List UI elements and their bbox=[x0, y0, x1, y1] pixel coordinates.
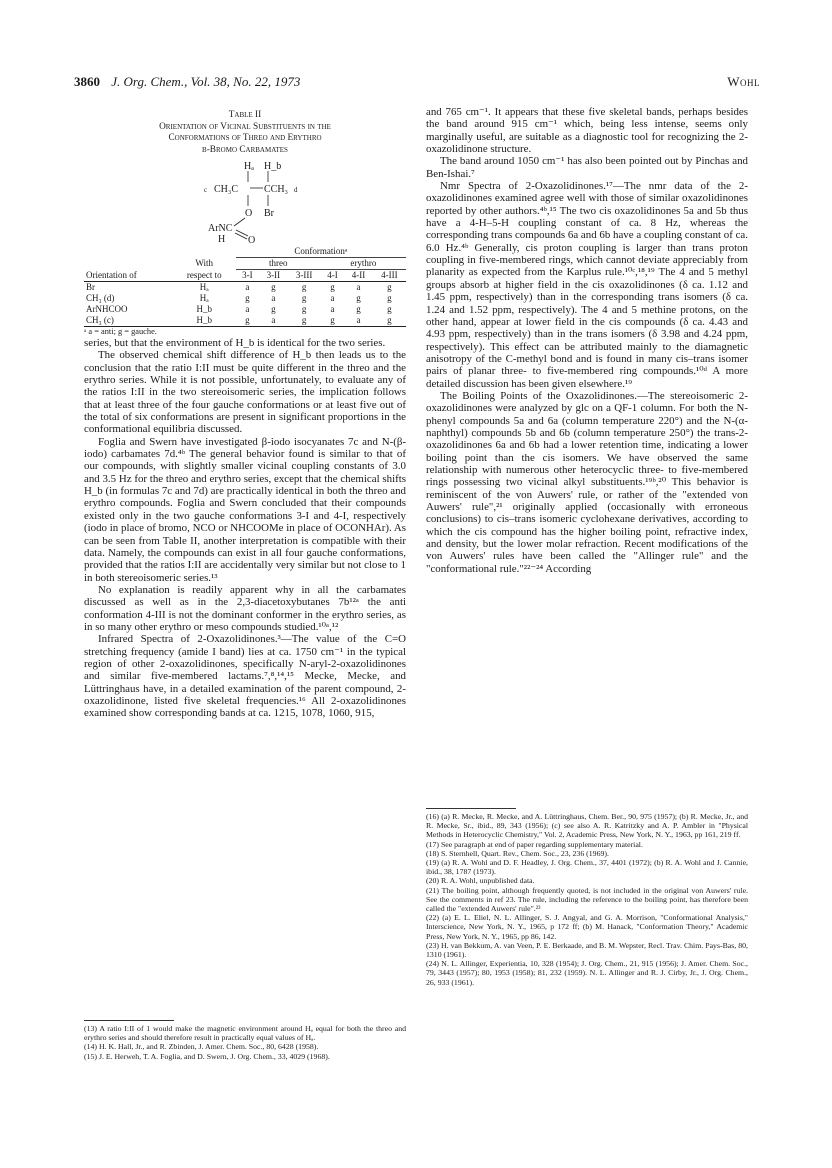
row-cell: g bbox=[301, 304, 307, 314]
table-number: Table II bbox=[228, 110, 262, 120]
right-paragraph-3: Nmr Spectra of 2-Oxazolidinones.¹⁷—The nmr data of the 2-oxazolidinones examined agree well with those of similar oxazolidinones reported by other authors.⁴ᵇ,¹⁵ The two cis oxazolidinones 5a and 5b thus have a 4-H–5-H coupling constant of ca. 8 Hz, whereas the corresponding trans compounds 6a and 6b have a coupling constant of ca. 6.0 Hz.⁴ᵇ Generally, cis proton coupling is larger than trans proton coupling in five-membered rings, which cannot deviate appreciably from planarity as expected from the Karplus rule.¹⁰ᶜ,¹⁸,¹⁹ The 4 and 5 methyl groups absorb at higher field in the cis oxazolidinones (δ ca. 1.12 and 1.45 ppm, respectively) than in the corresponding trans isomers (δ ca. 1.24 and 1.52 ppm, respectively). The 4 and 5 methine protons, on the other hand, appear at lower field in the cis compounds (δ ca. 4.43 and 4.93 ppm, respectively) than in the trans isomers (δ 3.98 and 4.24 ppm, respectively). This effect can be attributed mainly to the diamagnetic anisotropy of the C-methyl bond and is found in many cis–trans isomer pairs of planar three- to five-membered ring compounds.¹⁰ᵈ A more detailed discussion has been given elsewhere.¹⁹ bbox=[426, 180, 748, 390]
left-paragraph-4: No explanation is readily apparent why in all the carbamates discussed as well as in the 2,3-diacetoxybutanes 7b¹²ᵃ the anti conformation 4-III is not the dominant conformer in the erythro series, as in so many other erythro or meso compounds studied.¹⁰ᵃ,¹² bbox=[84, 583, 406, 633]
row-cell: g bbox=[356, 293, 361, 303]
left-paragraph-5: Infrared Spectra of 2-Oxazolidinones.³—The value of the C=O stretching frequency (amide I band) lies at ca. 1750 cm⁻¹ in the typical region of other 2-oxazolidinones, specifically N-aryl-2-oxazolidinones and similar five-membered lactams.⁷,⁸,¹⁴,¹⁵ Mecke, Mecke, and Lüttringhaus have, in a detailed examination of the parent compound, 2-oxazolidinone, listed five skeletal frequencies.¹⁶ All 2-oxazolidinones examined show corresponding bands at ca. 1215, 1078, 1060, 915, bbox=[84, 633, 406, 720]
footnote-19: (19) (a) R. A. Wohl and D. F. Headley, J. Org. Chem., 37, 4401 (1972); (b) R. A. Wohl and J. Cannie, ibid., 38, 1787 (1973). bbox=[426, 858, 748, 877]
left-paragraph-3: Foglia and Swern have investigated β-iodo isocyanates 7c and N-(β-iodo) carbamates 7d.⁴ᵇ The general behavior found is similar to that of our compounds, with slightly smaller vicinal coupling constants of 3.0 and 3.5 Hz for the threo and erythro series, except that the chemical shifts H_b (in formulas 7c and 7d) are practically identical in both the threo and erythro compounds. Foglia and Swern concluded that their compounds existed only in the two gauche conformations 3-I and 4-I, respectively (iodo in place of bromo, NCO or NHCOOMe in place of OCONHAr). As can be seen from Table II, another interpretation is compatible with their data. Namely, the compounds can exist in all four gauche conformations, provided that the ratios I:II are accidentally very similar but not close to 1 in both stereoisomeric series.¹³ bbox=[84, 435, 406, 584]
page-number: 3860 bbox=[74, 74, 100, 89]
struct-br-label: Br bbox=[264, 208, 274, 219]
footnote-22: (22) (a) E. L. Eliel, N. L. Allinger, S. J. Angyal, and G. A. Morrison, "Conformational Analysis," Interscience, New York, N. Y., 1965, p 172 ff; (b) M. Hanack, "Conformation Theory," Academic Press, New York, N. Y., 1965, pp 86, 142. bbox=[426, 913, 748, 941]
struct-c-label: c bbox=[204, 186, 208, 194]
row-cell: g bbox=[245, 315, 250, 325]
footnote-16: (16) (a) R. Mecke, R. Mecke, and A. Lüttringhaus, Chem. Ber., 90, 975 (1957); (b) R. Mecke, Jr., and R. Mecke, Sr., ibid., 89, 343 (1956); (c) see also A. R. Katritzky and A. P. Ambler in "Physical Methods in Heterocyclic Chemistry," Vol. 2, Academic Press, New York, N. Y., 1963, pp 161, 219 ff. bbox=[426, 812, 748, 840]
row-cell: a bbox=[245, 304, 250, 314]
table-ii bbox=[84, 110, 406, 337]
journal-citation: J. Org. Chem., Vol. 38, No. 22, 1973 bbox=[111, 74, 301, 89]
table-row bbox=[84, 282, 406, 294]
row-cell: a bbox=[356, 315, 361, 325]
struct-arnc-label: ArNC bbox=[208, 223, 233, 234]
table-caption bbox=[84, 110, 406, 156]
footnotes-right bbox=[426, 808, 748, 987]
right-paragraph-1: and 765 cm⁻¹. It appears that these five skeletal bands, perhaps besides the band around 915 cm⁻¹ which, being less intense, seems only marginally useful, are suitable as a diagnostic tool for recognizing the 2-oxazolidinone structure. bbox=[426, 106, 748, 156]
right-paragraph-4: The Boiling Points of the Oxazolidinones.—The stereoisomeric 2-oxazolidinones were analyzed by glc on a QF-1 column. For both the N-phenyl compounds 5a and 6a (column temperature 220°) and the N-(α-naphthyl) compounds 5b and 6b (column temperature 250°) the trans-2-oxazolidinones 6a and 6b had a lower retention time, indicating a lower boiling point than the cis isomers. We have observed the same relationship with numerous other heterocyclic three- to five-membered rings possessing two vicinal alkyl substituents.¹⁹ᵇ,²⁰ This behavior is reminiscent of the von Auwers' rule, or rather of the "extended von Auwers' rule",²¹ originally applied (occasionally with erroneous conclusions) to cis–trans isomeric cyclohexane derivatives, according to which the cis compound has the higher boiling point, refractive index, and density, but the lower molar refraction. Recent modifications of the von Auwers' rules have been called the "Allinger rule" and the "conformational rule."²²⁻²⁴ According bbox=[426, 389, 748, 575]
carbamate-structure-diagram bbox=[160, 160, 330, 244]
erythro-header: erythro bbox=[321, 258, 406, 270]
table-row bbox=[84, 304, 406, 315]
right-column bbox=[426, 106, 748, 575]
table-row bbox=[84, 315, 406, 327]
col-4-I: 4-I bbox=[327, 270, 338, 280]
footnote-divider bbox=[426, 808, 516, 809]
row-orientation: CH₃ (c) bbox=[86, 315, 114, 325]
struct-cch3-label: CCH₃ bbox=[264, 184, 289, 195]
conformation-table bbox=[84, 246, 406, 327]
row-cell: a bbox=[271, 315, 276, 325]
footnote-20: (20) R. A. Wohl, unpublished data. bbox=[426, 876, 535, 886]
row-respect: Hₐ bbox=[199, 282, 209, 292]
row-orientation: CH₃ (d) bbox=[86, 293, 115, 303]
left-column bbox=[84, 106, 406, 720]
row-cell: g bbox=[271, 282, 276, 292]
right-paragraph-2: The band around 1050 cm⁻¹ has also been pointed out by Pinchas and Ben-Ishai.⁷ bbox=[426, 155, 748, 180]
footnote-24: (24) N. L. Allinger, Experientia, 10, 328 (1954); J. Org. Chem., 21, 915 (1956); J. Amer. Chem. Soc., 79, 3443 (1957); 80, 1953 (1958); 81, 232 (1959). N. L. Allinger and R. J. Cirby, Jr., J. Org. Chem., 26, 933 (1961). bbox=[426, 959, 748, 987]
row-respect: H_b bbox=[196, 304, 212, 314]
col-4-III: 4-III bbox=[381, 270, 398, 280]
left-paragraph-1: series, but that the environment of H_b is identical for the two series. bbox=[84, 337, 386, 349]
row-cell: g bbox=[387, 304, 392, 314]
struct-carbonyl-o-label: O bbox=[248, 235, 256, 244]
col-4-II: 4-II bbox=[351, 270, 366, 280]
struct-d-label: d bbox=[294, 186, 298, 194]
struct-o-label: O bbox=[245, 208, 253, 219]
conformation-group-header bbox=[236, 246, 406, 258]
row-cell: g bbox=[387, 293, 392, 303]
threo-header: threo bbox=[236, 258, 321, 270]
header-left bbox=[74, 74, 300, 90]
row-cell: g bbox=[271, 304, 276, 314]
row-cell: g bbox=[245, 293, 250, 303]
table-row bbox=[84, 293, 406, 304]
col-3-II: 3-II bbox=[266, 270, 281, 280]
struct-ch3c-label: CH₃C bbox=[214, 184, 239, 195]
footnote-14: (14) H. K. Hall, Jr., and R. Zbinden, J. Amer. Chem. Soc., 80, 6428 (1958). bbox=[84, 1042, 319, 1052]
footnote-21: (21) The boiling point, although frequently quoted, is not included in the original von Auwers' rule. See the comments in ref 23. The rule, including the reference to the boiling point, has therefore been called the "extended Auwers' rule".²³ bbox=[426, 885, 748, 914]
table-footnote: ᵃ a = anti; g = gauche. bbox=[84, 327, 157, 336]
row-cell: g bbox=[301, 293, 307, 303]
col-3-I: 3-I bbox=[242, 270, 253, 280]
struct-ha-label: Hₐ bbox=[244, 161, 254, 172]
col-3-III: 3-III bbox=[295, 270, 313, 280]
row-cell: a bbox=[245, 282, 250, 292]
row-cell: a bbox=[271, 293, 276, 303]
with-header: With bbox=[195, 258, 214, 268]
footnote-13: (13) A ratio I:II of 1 would make the magnetic environment around Hₐ equal for both the threo and erythro series and should therefore result in practically equal values of Hₐ. bbox=[84, 1024, 406, 1043]
row-cell: g bbox=[356, 304, 361, 314]
row-respect: Hₐ bbox=[199, 293, 209, 303]
conformation-header-label: Conformationᵃ bbox=[294, 246, 348, 256]
row-cell: a bbox=[330, 304, 335, 314]
row-cell: g bbox=[330, 282, 335, 292]
struct-hb-label: H_b bbox=[264, 161, 282, 172]
left-paragraph-2: The observed chemical shift difference of H_b then leads us to the conclusion that the ratio I:II must be quite different in the threo and the erythro series. While it is not possible, unfortunately, to evaluate any of the ratios I:II in the two stereoisomeric series, the implication follows that at least three of the four gauche conformations or at least five out of the total of six conformations are present in significant proportions in the conformational equilibria discussed. bbox=[84, 349, 406, 436]
footnote-18: (18) S. Sternhell, Quart. Rev., Chem. Soc., 23, 236 (1969). bbox=[426, 848, 609, 858]
orientation-header: Orientation of bbox=[86, 269, 137, 280]
row-cell: g bbox=[301, 315, 307, 325]
row-cell: g bbox=[301, 282, 307, 292]
running-header bbox=[74, 74, 760, 94]
footnotes-left bbox=[84, 1020, 406, 1061]
table-title-line-1: Orientation of Vicinal Substituents in the bbox=[159, 121, 331, 132]
row-cell: a bbox=[356, 282, 361, 292]
footnote-17: (17) See paragraph at end of paper regarding supplementary material. bbox=[426, 839, 643, 849]
table-title-line-3: β-Bromo Carbamates bbox=[202, 144, 288, 155]
row-orientation: Br bbox=[86, 282, 95, 292]
row-cell: g bbox=[387, 315, 392, 325]
row-respect: H_b bbox=[196, 315, 212, 325]
row-cell: a bbox=[330, 293, 335, 303]
author-name: Wohl bbox=[727, 74, 760, 89]
table-title-line-2: Conformations of Threo and Erythro bbox=[168, 133, 322, 143]
row-cell: g bbox=[330, 315, 335, 325]
footnote-divider bbox=[84, 1020, 174, 1021]
struct-nh-label: H bbox=[218, 234, 226, 244]
respect-to-header: respect to bbox=[186, 269, 222, 280]
footnote-15: (15) J. E. Herweh, T. A. Foglia, and D. Swern, J. Org. Chem., 33, 4029 (1968). bbox=[84, 1051, 330, 1061]
footnote-23: (23) H. van Bekkum, A. van Veen, P. E. Berkaade, and B. M. Wepster, Recl. Trav. Chim. Pays-Bas, 80, 1310 (1961). bbox=[426, 940, 748, 960]
row-orientation: ArNHCOO bbox=[86, 304, 128, 314]
row-cell: g bbox=[387, 282, 392, 292]
